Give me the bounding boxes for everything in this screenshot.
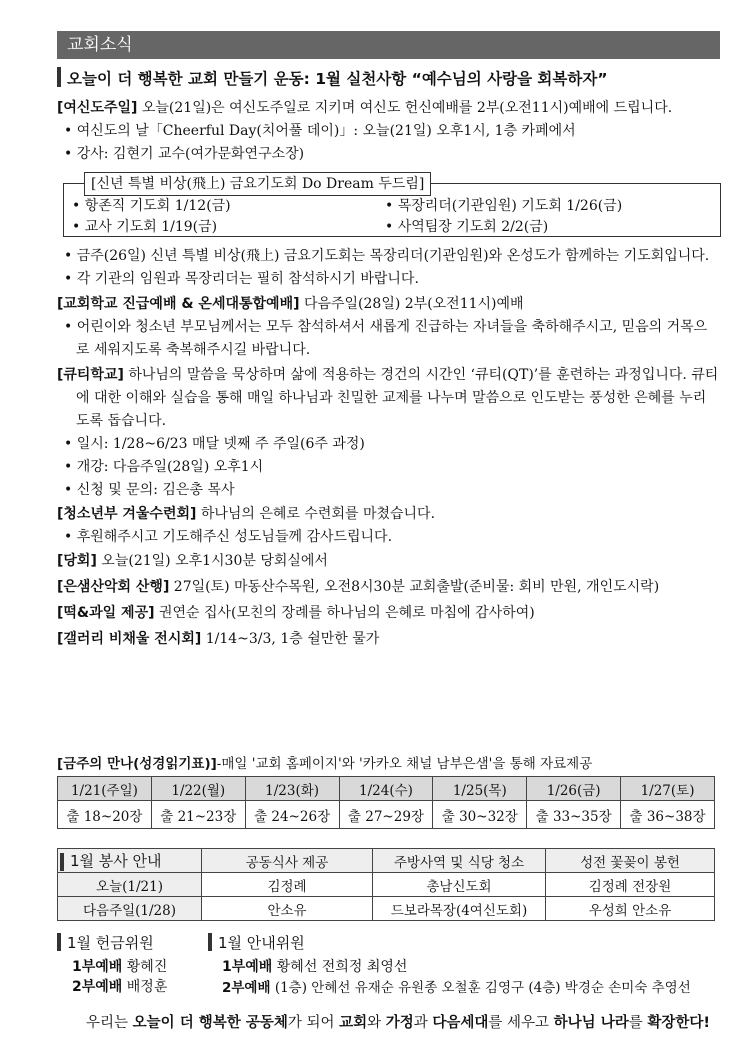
- service-col-1: 공동식사 제공: [202, 849, 373, 873]
- qt-tag: [큐티학교]: [57, 367, 124, 383]
- women-bullet-1: • 여신도의 날「Cheerful Day(치어풀 데이)」: 오늘(21일) 오후1시, 1층 카페에서: [64, 123, 576, 139]
- women-sunday-tag: [여신도주일]: [57, 100, 138, 116]
- service-row-label: 다음주일(1/28): [58, 897, 202, 921]
- qt-bullet-3: • 신청 및 문의: 김은총 목사: [64, 482, 235, 498]
- prayer-meeting-title: [신년 특별 비상(飛上) 금요기도회 Do Dream 두드림]: [84, 172, 431, 196]
- gallery-text: 1/14~3/3, 1층 쉴만한 물가: [201, 631, 380, 647]
- youth-text: 하나님의 은혜로 수련회를 마쳤습니다.: [196, 506, 436, 522]
- youth-notice: [57, 503, 435, 523]
- bible-reading-table: [57, 776, 715, 829]
- offering-names: 배정훈: [122, 979, 168, 995]
- read-cell: 출 18~20장: [58, 801, 152, 829]
- qt-text-1: 하나님의 말씀을 묵상하며 삶에 적용하는 경건의 시간인 ‘큐티(QT)’를 훈련하는 과정입니다. 큐티: [123, 367, 719, 383]
- hiking-notice: [57, 576, 659, 596]
- service-col-2: 주방사역 및 식당 청소: [373, 849, 546, 873]
- heading-bar: [60, 853, 64, 871]
- service-cell: 김정례 전장원: [546, 873, 715, 897]
- women-bullet-2: • 강사: 김현기 교수(여가문화연구소장): [64, 146, 305, 162]
- usher-line-2: [222, 976, 691, 996]
- ricecake-tag: [떡&과일 제공]: [57, 605, 155, 621]
- section-header: [57, 31, 720, 59]
- motto-emphasis: 다음세대: [432, 1015, 489, 1031]
- school-tag: [교회학교 진급예배 & 온세대통합예배]: [57, 296, 300, 312]
- offering-line-2: [72, 976, 167, 996]
- youth-tag: [청소년부 겨울수련회]: [57, 506, 197, 522]
- service-title-cell: [58, 849, 202, 873]
- day-cell: 1/27(토): [621, 777, 715, 801]
- motto-emphasis: 가정: [385, 1015, 414, 1031]
- qt-notice: [57, 364, 718, 384]
- service-header-row: [58, 849, 715, 873]
- school-text: 다음주일(28일) 2부(오전11시)예배: [299, 296, 524, 312]
- school-bullet-1: • 어린이와 청소년 부모님께서는 모두 참석하셔서 새롭게 진급하는 자녀들을 축하해주시고, 믿음의 거목으: [64, 319, 708, 335]
- read-cell: 출 24~26장: [245, 801, 339, 829]
- read-cell: 출 36~38장: [621, 801, 715, 829]
- motto-text: 가 되어: [287, 1015, 340, 1031]
- read-cell: 출 27~29장: [339, 801, 433, 829]
- women-sunday-notice: [57, 97, 672, 117]
- prayer-item-4: • 사역팀장 기도회 2/2(금): [385, 219, 549, 235]
- service-table: [57, 848, 715, 921]
- usher-service-label: 1부예배: [222, 959, 273, 975]
- offering-service-label: 2부예배: [72, 979, 123, 995]
- gallery-tag: [갤러리 비채울 전시회]: [57, 631, 202, 647]
- motto-emphasis: 오늘이 더 행복한 공동체: [132, 1015, 288, 1031]
- hiking-tag: [은샘산악회 산행]: [57, 579, 170, 595]
- prayer-item-1: • 항존직 기도회 1/12(금): [72, 198, 231, 214]
- day-cell: 1/23(화): [245, 777, 339, 801]
- bible-reading-text: -매일 '교회 홈페이지'와 '카카오 채널 남부은샘'을 통해 자료제공: [216, 756, 593, 772]
- prayer-note-1: • 금주(26일) 신년 특별 비상(飛上) 금요기도회는 목장리더(기관임원)와 온성도가 함께하는 기도회입니다.: [64, 248, 710, 264]
- youth-bullet-1: • 후원해주시고 기도해주신 성도님들께 감사드립니다.: [64, 529, 393, 545]
- heading-bar: [57, 67, 61, 87]
- usher-line-1: [222, 956, 407, 976]
- prayer-note-2: • 각 기관의 임원과 목장리더는 필히 참석하시기 바랍니다.: [64, 271, 419, 287]
- session-notice: [57, 550, 328, 570]
- day-cell: 1/21(주일): [58, 777, 152, 801]
- qt-bullet-1: • 일시: 1/28~6/23 매달 넷째 주 주일(6주 과정): [64, 436, 365, 452]
- read-cell: 출 33~35장: [527, 801, 621, 829]
- bible-reads-row: [58, 801, 715, 829]
- bible-days-row: [58, 777, 715, 801]
- motto-text: 과: [413, 1015, 433, 1031]
- day-cell: 1/26(금): [527, 777, 621, 801]
- day-cell: 1/25(목): [433, 777, 527, 801]
- ricecake-text: 권연순 집사(모친의 장례를 하나님의 은혜로 마침에 감사하여): [154, 605, 535, 621]
- heading-bar: [57, 933, 61, 951]
- church-motto: [86, 1011, 710, 1032]
- prayer-item-3: • 교사 기도회 1/19(금): [72, 219, 218, 235]
- session-text: 오늘(21일) 오후1시30분 당회실에서: [96, 553, 328, 569]
- session-tag: [당회]: [57, 553, 97, 569]
- read-cell: 출 21~23장: [151, 801, 245, 829]
- offering-service-label: 1부예배: [72, 959, 123, 975]
- day-cell: 1/22(월): [151, 777, 245, 801]
- usher-names: (1층) 안혜선 유재순 유원종 오철훈 김영구 (4층) 박경순 손미숙 추영선: [270, 980, 691, 996]
- service-row-label: 오늘(1/21): [58, 873, 202, 897]
- usher-title: 1월 안내위원: [218, 934, 305, 952]
- campaign-heading: 오늘이 더 행복한 교회 만들기 운동: 1월 실천사항 “예수님의 사랑을 회복하자”: [67, 70, 608, 88]
- service-cell: 김정례: [202, 873, 373, 897]
- school-notice: [57, 293, 524, 313]
- section-header-title: 교회소식: [67, 35, 133, 55]
- motto-text: 와: [367, 1015, 386, 1031]
- qt-bullet-2: • 개강: 다음주일(28일) 오후1시: [64, 459, 264, 475]
- offering-line-1: [72, 956, 167, 976]
- service-row: [58, 873, 715, 897]
- school-bullet-2: 로 세워지도록 축복해주시길 바랍니다.: [76, 342, 311, 358]
- offering-title: 1월 헌금위원: [67, 934, 154, 952]
- women-sunday-text: 오늘(21일)은 여신도주일로 지키며 여신도 헌신예배를 2부(오전11시)예배에 드립니다.: [137, 100, 673, 116]
- motto-text: 우리는: [86, 1015, 133, 1031]
- service-title: 1월 봉사 안내: [70, 852, 162, 870]
- gallery-notice: [57, 628, 379, 648]
- motto-emphasis: 하나님 나라: [553, 1015, 629, 1031]
- day-cell: 1/24(수): [339, 777, 433, 801]
- service-col-3: 성전 꽃꽂이 봉헌: [546, 849, 715, 873]
- service-cell: 드보라목장(4여신도회): [373, 897, 546, 921]
- service-cell: 안소유: [202, 897, 373, 921]
- bible-reading-heading: [57, 752, 592, 772]
- qt-text-2: 에 대한 이해와 실습을 통해 매일 하나님과 친밀한 교제를 나누며 말씀으로 인도받는 풍성한 은혜를 누리: [76, 390, 707, 406]
- hiking-text: 27일(토) 마동산수목원, 오전8시30분 교회출발(준비물: 회비 만원, 개인도시락): [169, 579, 660, 595]
- offering-names: 황혜진: [122, 959, 168, 975]
- motto-text: 를 세우고: [488, 1015, 554, 1031]
- qt-text-3: 도록 돕습니다.: [76, 413, 167, 429]
- motto-text: 를: [628, 1015, 648, 1031]
- bible-reading-tag: [금주의 만나(성경읽기표)]: [57, 756, 217, 772]
- usher-names: 황혜선 전희정 최영선: [272, 959, 408, 975]
- service-row: [58, 897, 715, 921]
- ricecake-notice: [57, 602, 535, 622]
- motto-emphasis: 확장한다!: [647, 1015, 711, 1031]
- heading-bar: [208, 933, 212, 951]
- prayer-item-2: • 목장리더(기관임원) 기도회 1/26(금): [385, 198, 623, 214]
- usher-service-label: 2부예배: [222, 980, 271, 996]
- read-cell: 출 30~32장: [433, 801, 527, 829]
- motto-emphasis: 교회: [339, 1015, 368, 1031]
- service-cell: 총남신도회: [373, 873, 546, 897]
- service-cell: 우성희 안소유: [546, 897, 715, 921]
